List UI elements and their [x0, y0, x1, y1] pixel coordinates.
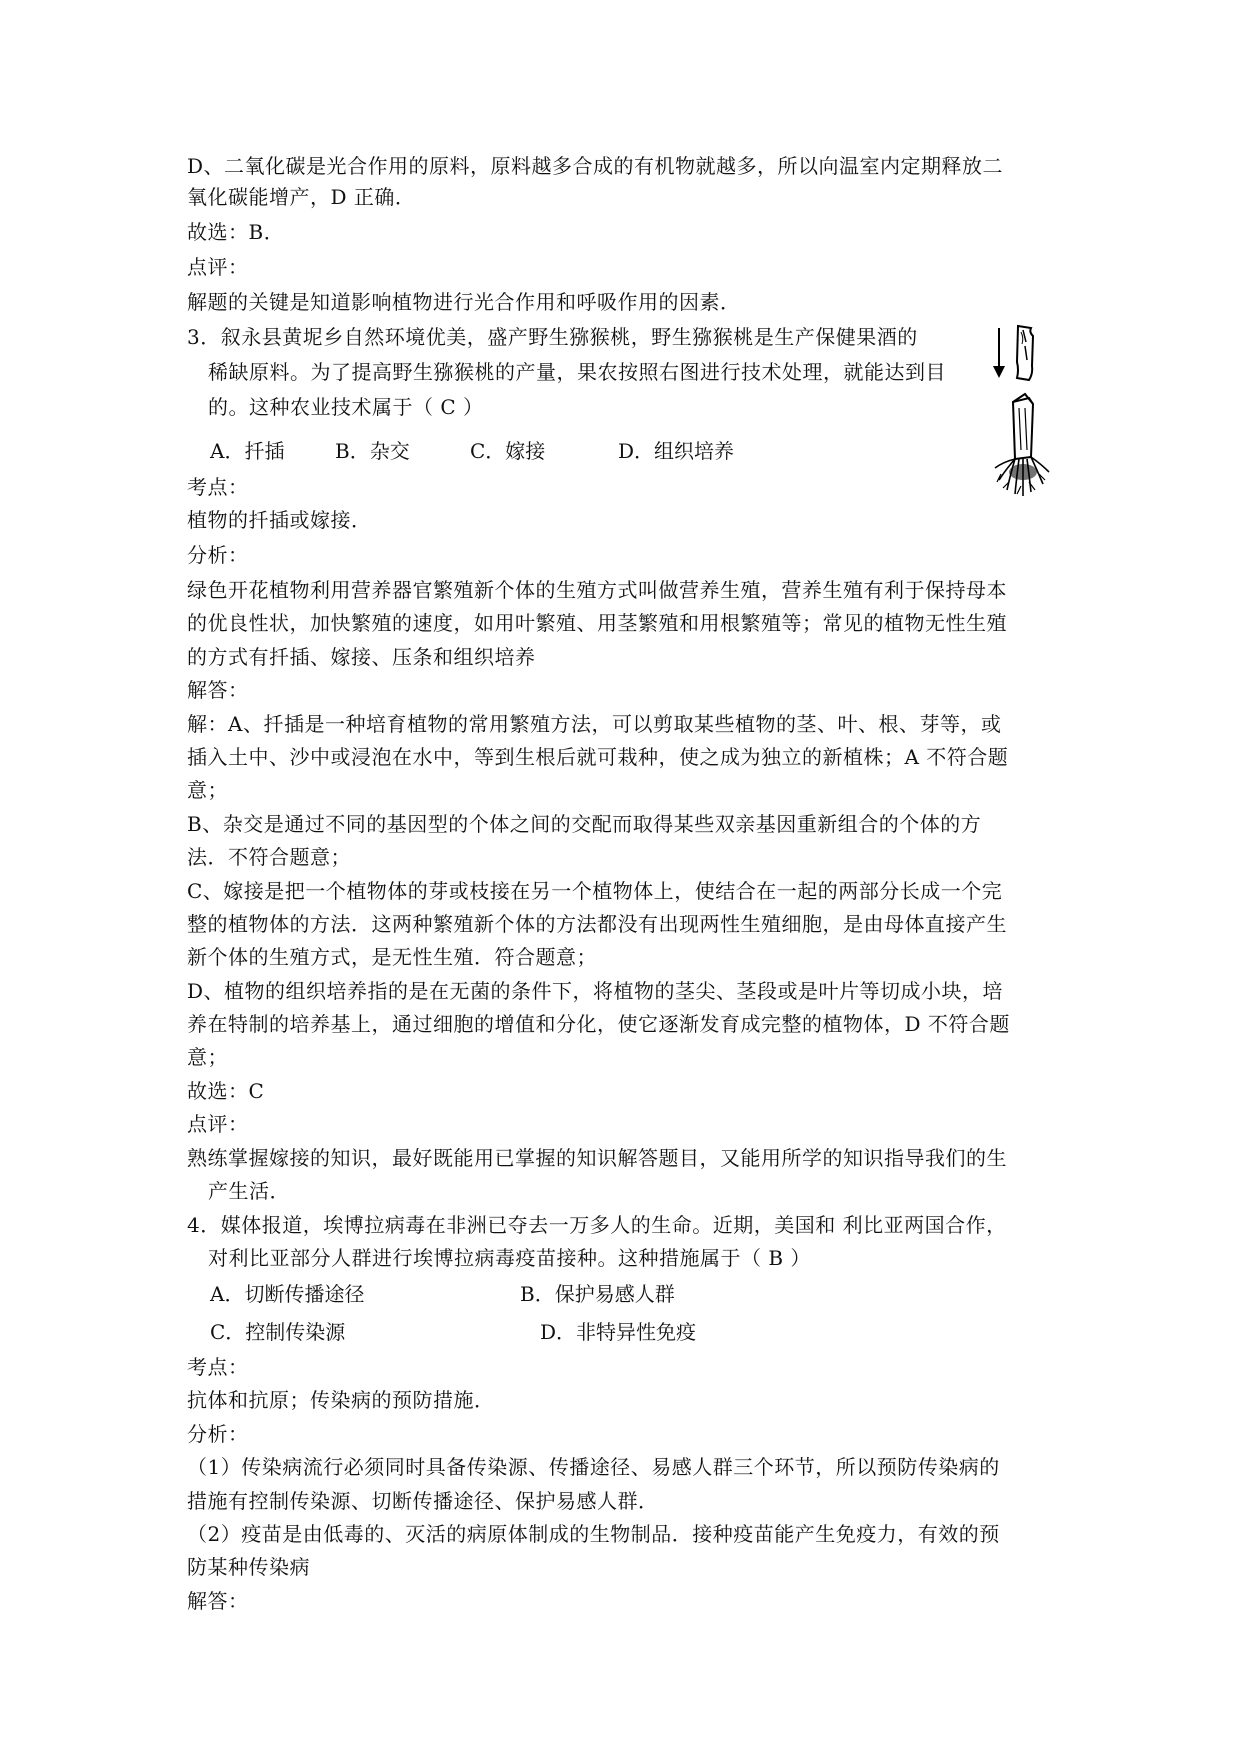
text-line: 解题的关键是知道影响植物进行光合作用和呼吸作用的因素． [187, 290, 741, 314]
text-line: 熟练掌握嫁接的知识，最好既能用已掌握的知识解答题目，又能用所学的知识指导我们的生 [187, 1146, 1007, 1170]
text-line: （1）传染病流行必须同时具备传染源、传播途径、易感人群三个环节，所以预防传染病的 [187, 1455, 1000, 1479]
downward-arrow-icon [993, 328, 1005, 378]
text-line: 抗体和抗原；传染病的预防措施． [187, 1388, 495, 1412]
question-3-text: 3．叙永县黄坭乡自然环境优美，盛产野生猕猴桃，野生猕猴桃是生产保健果酒的 [187, 325, 918, 349]
text-line: 措施有控制传染源、切断传播途径、保护易感人群． [187, 1489, 659, 1513]
q3-option-d: D．组织培养 [618, 439, 735, 463]
text-line: 的方式有扦插、嫁接、压条和组织培养 [187, 645, 536, 669]
q4-option-c: C．控制传染源 [210, 1320, 346, 1344]
text-line: 法．不符合题意； [187, 845, 351, 869]
q4-option-b: B．保护易感人群 [520, 1282, 675, 1306]
text-line: 分析： [187, 543, 249, 567]
text-line: 的优良性状，加快繁殖的速度，如用叶繁殖、用茎繁殖和用根繁殖等；常见的植物无性生殖 [187, 611, 1007, 635]
q4-option-a: A．切断传播途径 [210, 1282, 365, 1306]
question-3-text: 的。这种农业技术属于（ C ） [208, 395, 484, 419]
text-line: 点评： [187, 255, 249, 279]
question-4-text: 4．媒体报道，埃博拉病毒在非洲已夺去一万多人的生命。近期，美国和 利比亚两国合作， [187, 1213, 1007, 1237]
text-line: 故选：C [187, 1079, 265, 1103]
text-line: 意； [187, 778, 228, 802]
text-line: 解答： [187, 678, 249, 702]
text-line: 解答： [187, 1589, 249, 1613]
text-line: 故选：B． [187, 220, 285, 244]
text-line: D、二氧化碳是光合作用的原料，原料越多合成的有机物就越多，所以向温室内定期释放二 [187, 154, 1004, 178]
text-line: 考点： [187, 1355, 249, 1379]
text-line: 新个体的生殖方式，是无性生殖．符合题意； [187, 945, 597, 969]
question-3-text: 稀缺原料。为了提高野生猕猴桃的产量，果农按照右图进行技术处理，就能达到目 [208, 360, 946, 384]
q3-option-a: A．扦插 [210, 439, 285, 463]
text-line: 氧化碳能增产，D 正确． [187, 185, 416, 209]
text-line: 分析： [187, 1422, 249, 1446]
text-line: D、植物的组织培养指的是在无菌的条件下，将植物的茎尖、茎段或是叶片等切成小块，培 [187, 979, 1004, 1003]
question-4-text: 对利比亚部分人群进行埃博拉病毒疫苗接种。这种措施属于（ B ） [208, 1246, 811, 1270]
q3-option-b: B．杂交 [335, 439, 410, 463]
text-line: （2）疫苗是由低毒的、灭活的病原体制成的生物制品．接种疫苗能产生免疫力，有效的预 [187, 1522, 1000, 1546]
text-line: 插入土中、沙中或浸泡在水中，等到生根后就可栽种，使之成为独立的新植株；A 不符合题 [187, 745, 1009, 769]
text-line: 整的植物体的方法．这两种繁殖新个体的方法都没有出现两性生殖细胞，是由母体直接产生 [187, 912, 1007, 936]
text-line: 产生活． [208, 1179, 290, 1203]
grafting-figure [985, 322, 1055, 502]
rooted-stem-icon [995, 394, 1049, 496]
text-line: 防某种传染病 [187, 1555, 310, 1579]
text-line: C、嫁接是把一个植物体的芽或枝接在另一个植物体上，使结合在一起的两部分长成一个完 [187, 879, 1003, 903]
text-line: 考点： [187, 475, 249, 499]
cutting-stem-icon [1017, 326, 1033, 380]
text-line: 意； [187, 1045, 228, 1069]
q3-option-c: C．嫁接 [470, 439, 546, 463]
text-line: 点评： [187, 1112, 249, 1136]
text-line: 植物的扦插或嫁接． [187, 508, 372, 532]
text-line: B、杂交是通过不同的基因型的个体之间的交配而取得某些双亲基因重新组合的个体的方 [187, 812, 982, 836]
q4-option-d: D．非特异性免疫 [540, 1320, 697, 1344]
text-line: 绿色开花植物利用营养器官繁殖新个体的生殖方式叫做营养生殖，营养生殖有利于保持母本 [187, 578, 1007, 602]
text-line: 解：A、扦插是一种培育植物的常用繁殖方法，可以剪取某些植物的茎、叶、根、芽等，或 [187, 712, 1002, 736]
text-line: 养在特制的培养基上，通过细胞的增值和分化，使它逐渐发育成完整的植物体，D 不符合题 [187, 1012, 1010, 1036]
